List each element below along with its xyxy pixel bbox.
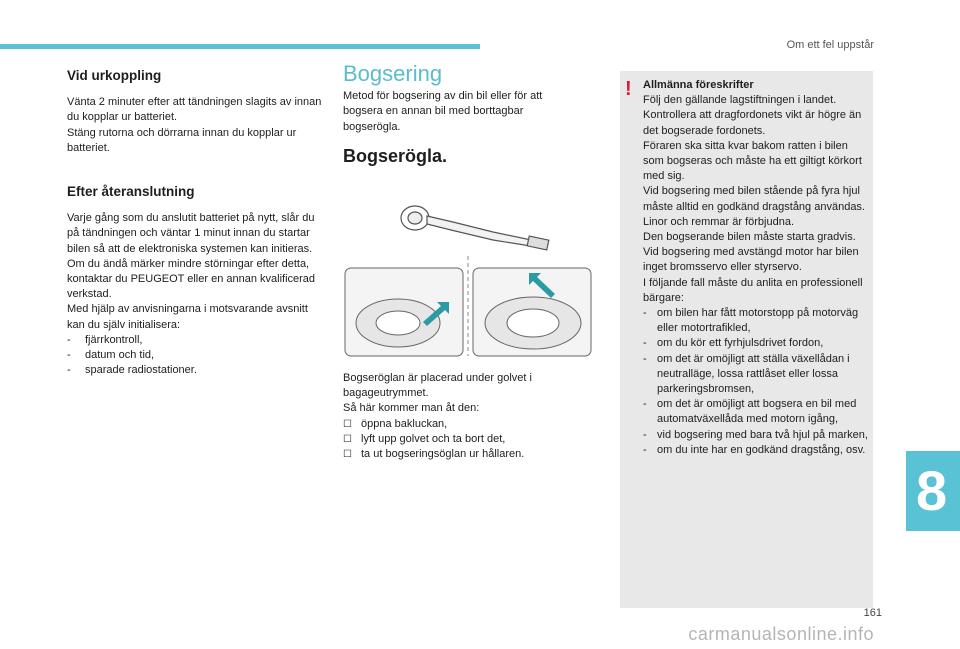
warning-paragraph: Vid bogsering med bilen stående på fyra hjul måste alltid en godkänd dragstång användas. Linor och remmar är förbjudna. [643,185,865,228]
text-reconnect-2: Med hjälp av anvisningarna i motsvarande avsnitt kan du själv initialisera: [67,303,308,331]
list-item: - om bilen har fått motorstopp på motorväg eller motortrafikled, [643,307,859,335]
warning-paragraph: Föraren ska sitta kvar bakom ratten i bilen som bogseras och måste ha ett giltigt körkort med sig. [643,139,862,183]
text-towing-intro: Metod för bogsering av din bil eller för att bogsera en annan bil med borttagbar bogseröglа. [343,90,543,133]
watermark: carmanualsonline.info [688,624,874,644]
left-column [67,68,323,378]
heading-towing-eye: Bogserögla. [343,145,448,166]
list-item: - om du inte har en godkänd dragstång, osv. [643,443,866,456]
warning-paragraph: Kontrollera att dragfordonets vikt är högre än det bogserade fordonets. [643,109,862,137]
text-location: Bogseröglan är placerad under golvet i bagageutrymmet. [343,372,532,400]
text-disconnect-2: Stäng rutorna och dörrarna innan du kopplar ur batteriet. [67,126,297,154]
list-item: - sparade radiostationer. [67,364,197,377]
middle-column [343,61,568,166]
warning-paragraph: Den bogserande bilen måste starta gradvis. [643,231,856,244]
warning-paragraph: I följande fall måste du anlita en professionell bärgare: [643,276,863,304]
top-accent-bar [0,44,480,49]
heading-disconnect: Vid urkoppling [67,68,162,83]
warning-text [643,78,869,458]
list-item: - om det är omöjligt att bogsera en bil med automatväxellåda med motorn igång, [643,398,857,426]
section-title: Om ett fel uppstår [786,39,874,51]
list-item: - om du kör ett fyrhjulsdrivet fordon, [643,337,824,350]
heading-reconnect: Efter återanslutning [67,184,195,200]
list-item: - datum och tid, [67,349,155,362]
list-item: - vid bogsering med bara två hjul på marken, [643,428,868,441]
warning-paragraph: Vid bogsering med avstängd motor har bilen inget bromsservo eller styrservo. [643,246,859,274]
list-item: - fjärrkontroll, [67,333,143,346]
text-reconnect-1: Varje gång som du anslutit batteriet på nytt, slår du på tändningen och väntar 1 minut innan du startar bilen så att de elektroniska systemen kan initieras. Om du ändå märker mindre störningar efter detta, kontaktar du PEUGEOT eller en annan kvalificerad verkstad. [67,212,316,301]
list-item: ☐ öppna bakluckan, [343,417,448,430]
list-item: - om det är omöjligt att ställa växellådan i neutralläge, lossa rattlåset eller lossa parkeringsbromsen, [643,352,850,396]
text-disconnect-1: Vänta 2 minuter efter att tändningen slagits av innan du kopplar ur batteriet. [67,96,322,124]
towing-eye-icon [401,206,549,250]
list-item: ☐ ta ut bogseringsöglan ur hållaren. [343,448,525,461]
middle-column-body [343,371,568,462]
heading-towing: Bogsering [343,61,443,86]
page-number: 161 [863,607,882,619]
warning-heading: Allmänna föreskrifter [643,79,754,91]
text-access: Så här kommer man åt den: [343,402,480,415]
warning-icon: ! [625,78,632,100]
towing-eye-illustration [343,198,593,358]
list-item: ☐ lyft upp golvet och ta bort det, [343,432,506,445]
chapter-tab: 8 [906,451,960,531]
warning-paragraph: Följ den gällande lagstiftningen i landet. [643,94,837,107]
